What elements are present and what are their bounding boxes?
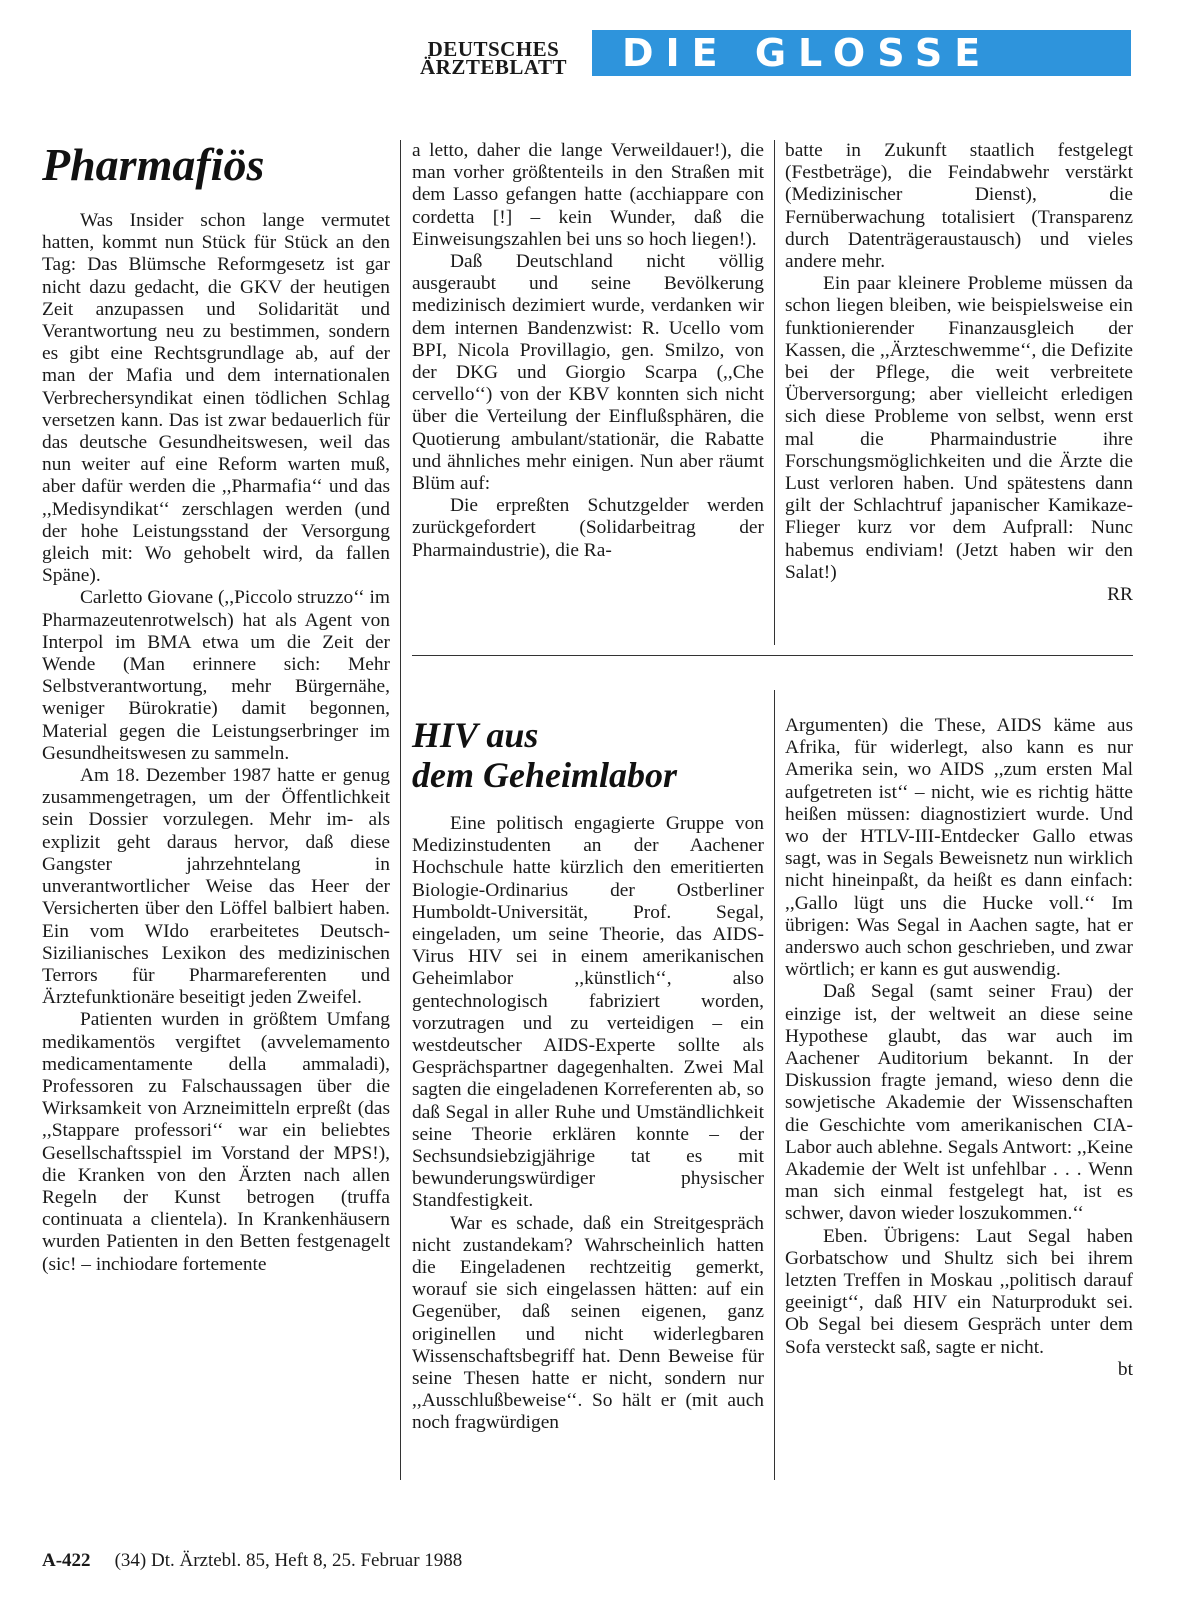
article2-column-2 bbox=[412, 813, 764, 1435]
article-title-hiv bbox=[412, 715, 764, 795]
article2-column-3 bbox=[785, 715, 1133, 1381]
paragraph: Eben. Übrigens: Laut Segal haben Gorbatschow und Shultz sich bei ihrem letzten Treffen in Moskau ,,politisch darauf geeinigt‘‘, daß HIV ein Naturprodukt sei. Ob Segal bei diesem Gespräch unter dem Sofa versteckt saß, sagte er nicht. bbox=[785, 1225, 1133, 1358]
paragraph: Eine politisch engagierte Gruppe von Medizinstudenten an der Aachener Hochschule hatte kürzlich den emeritierten Biologie-Ordinarius der Ostberliner Humboldt-Universität, Prof. Segal, eingeladen, um seine Theorie, das AIDS-Virus HIV sei in einem amerikanischen Geheimlabor ,,künstlich‘‘, also gentechnologisch fabriziert worden, vorzutragen und zu verteidigen – ein westdeutscher AIDS-Experte sollte als Gesprächspartner dagegenhalten. Zwei Mal sagten die eingeladenen Korreferenten ab, so daß Segal in aller Ruhe und Umständlichkeit seine Theorie erklären konnte – der Sechsundsiebzigjährige tat es mit bewunderungswürdiger physischer Standfestigkeit. bbox=[412, 813, 764, 1212]
section-title: DIE GLOSSE bbox=[622, 31, 993, 75]
paragraph: Ein paar kleinere Probleme müssen da schon liegen bleiben, wie beispielsweise ein funktionierender Finanzausgleich der Kassen, die ,,Ärzteschwemme‘‘, die Defizite bei der Pflege, die weit verbreitete Überversorgung; aber vielleicht erledigen sich diese Probleme von selbst, wenn erst mal die Pharmaindustrie ihre Forschungsmöglichkeiten und die Ärzte die Lust verloren haben. Und spätestens dann gilt der Schlachtruf japanischer Kamikaze-Flieger kurz vor dem Aufprall: Nunc habemus endiviam! (Jetzt haben wir den Salat!) bbox=[785, 273, 1133, 583]
paragraph: Argumenten) die These, AIDS käme aus Afrika, für widerlegt, also kann es nur Amerika sein, wo AIDS ,,zum ersten Mal aufgetreten ist‘‘ – nicht, wie es richtig hätte heißen müssen: diagnostiziert wurde. Und wo der HTLV-III-Entdecker Gallo etwas sagt, was in Segals Beweisnetz nun wirklich nicht hineinpaßt, da heißt es dann einfach: ,,Gallo lügt uns die Hucke voll.‘‘ Im übrigen: Was Segal in Aachen sagte, hat er anderswo auch schon geschrieben, und zwar wörtlich; er kann es gut auswendig. bbox=[785, 715, 1133, 981]
paragraph: Was Insider schon lange vermutet hatten, kommt nun Stück für Stück an den Tag: Das Blümsche Reformgesetz ist gar nicht dazu gedacht, die GKV der heutigen Zeit anzupassen und Solidarität und Verantwortung neu zu bestimmen, sondern es gibt eine Rechtsgrundlage ab, auf der man der Mafia und dem internationalen Verbrechersyndikat einen tödlichen Schlag versetzen kann. Das ist zwar bedauerlich für das deutsche Gesundheitswesen, weil das nun weiter auf eine Reform warten muß, aber dafür werden die ,,Pharmafia‘‘ und das ,,Medisyndikat‘‘ zerschlagen werden (und der hohe Leistungsstand der Versorgung gleich mit: Wo gehobelt wird, da fallen Späne). bbox=[42, 210, 390, 587]
paragraph: Am 18. Dezember 1987 hatte er genug zusammengetragen, um der Öffentlichkeit sein Dossier vorzulegen. Mehr im- als explizit geht daraus hervor, daß diese Gangster jahrzehntelang in unverantwortlicher Weise das Heer der Versicherten über den Löffel balbiert haben. Ein vom WIdo erarbeitetes Deutsch-Sizilianisches Lexikon des medizinischen Terrors für Pharmareferenten und Ärztefunktionäre beseitigt jeden Zweifel. bbox=[42, 765, 390, 1009]
paragraph: Daß Deutschland nicht völlig ausgeraubt und seine Bevölkerung medizinisch dezimiert wurde, verdanken wir dem internen Bandenzwist: R. Ucello vom BPI, Nicola Provillagio, gen. Smilzo, von der DKG und Giorgio Scarpa (,,Che cervello‘‘) von der KBV konnten sich nicht über die Verteilung der Einflußsphären, die Quotierung ambulant/stationär, die Rabatte und ähnliches mehr einigen. Nun aber räumt Blüm auf: bbox=[412, 251, 764, 495]
masthead-line1: DEUTSCHES bbox=[427, 37, 560, 61]
column-rule-3 bbox=[774, 690, 775, 1480]
column-rule-1 bbox=[400, 140, 401, 1480]
paragraph: a letto, daher die lange Verweildauer!), die man vorher größtenteils in den Straßen mit dem Lasso gefangen hatte (acchiappare con cordetta [!] – kein Wunder, daß die Einweisungszahlen bei uns so hoch liegen!). bbox=[412, 140, 764, 250]
paragraph: Patienten wurden in größtem Umfang medikamentös vergiftet (avvelemamento medicamentamente della ammaladi), Professoren zu Falschaussagen über die Wirksamkeit von Arzneimitteln erpreßt (das ,,Stappare professori‘‘ war ein beliebtes Gesellschaftsspiel im Vorstand der MPS!), die Kranken von den Ärzten nach allen Regeln der Kunst betrogen (truffa continuata a clientela). In Krankenhäusern wurden Patienten in den Betten festgenagelt (sic! – inchiodare fortemente bbox=[42, 1009, 390, 1275]
title-line: dem Geheimlabor bbox=[412, 755, 677, 795]
article1-column-1 bbox=[42, 210, 390, 1276]
article1-column-2 bbox=[412, 140, 764, 562]
masthead-line2: ÄRZTEBLATT bbox=[420, 55, 567, 79]
paragraph: Die erpreßten Schutzgelder werden zurückgefordert (Solidarbeitrag der Pharmaindustrie), die Ra- bbox=[412, 495, 764, 561]
paragraph: Carletto Giovane (,,Piccolo struzzo‘‘ im Pharmazeutenrotwelsch) hat als Agent von Interpol im BMA etwa um die Zeit der Wende (Man erinnere sich: Mehr Selbstverantwortung, mehr Bürgernähe, weniger Bürokratie) damit begonnen, Material gegen die Leistungserbringer im Gesundheitswesen zu sammeln. bbox=[42, 587, 390, 764]
paragraph: War es schade, daß ein Streitgespräch nicht zustandekam? Wahrscheinlich hatten die Eingeladenen rechtzeitig gemerkt, worauf sie sich eingelassen hätten: auf ein Gegenüber, daß seinen eigenen, ganz originellen und nicht widerlegbaren Wissenschaftsbegriff hat. Denn Beweise für seine Thesen hatte er nicht, sondern nur ,,Ausschlußbeweise‘‘. So hält er (mit auch noch fragwürdigen bbox=[412, 1212, 764, 1434]
page-number: A-422 bbox=[42, 1550, 91, 1571]
title-line: HIV aus bbox=[412, 715, 539, 755]
author-signature: RR bbox=[1107, 584, 1133, 606]
page-footer bbox=[42, 1550, 462, 1572]
citation: (34) Dt. Ärztebl. 85, Heft 8, 25. Februar 1988 bbox=[114, 1550, 463, 1571]
paragraph: Daß Segal (samt seiner Frau) der einzige ist, der weltweit an diese seine Hypothese glaubt, das war auch im Aachener Auditorium bekannt. In der Diskussion fragte jemand, wieso denn die sowjetische Akademie der Wissenschaften die Geschichte vom amerikanischen CIA-Labor auch ablehne. Segals Antwort: ,,Keine Akademie der Welt ist unfehlbar . . . Wenn man sich einmal festgelegt hat, ist es schwer, davon wieder loszukommen.‘‘ bbox=[785, 981, 1133, 1225]
author-signature: bt bbox=[1117, 1358, 1133, 1380]
article-title-pharmafioes: Pharmafiös bbox=[42, 139, 265, 190]
paragraph: batte in Zukunft staatlich festgelegt (Festbeträge), die Feindabwehr verstärkt (Medizinischer Dienst), die Fernüberwachung totalisiert (Transparenz durch Datenträgeraustausch) und vieles andere mehr. bbox=[785, 140, 1133, 273]
section-banner bbox=[592, 30, 1131, 76]
article1-column-3 bbox=[785, 140, 1133, 606]
article-divider bbox=[412, 655, 1133, 656]
masthead bbox=[412, 37, 575, 79]
column-rule-2 bbox=[774, 140, 775, 645]
